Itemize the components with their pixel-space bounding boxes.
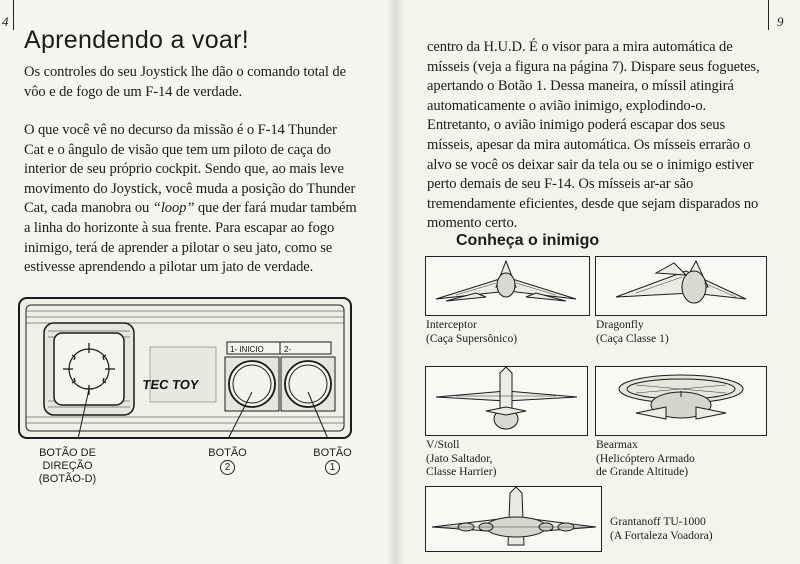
button1-number: 1 [325, 460, 340, 475]
slot2-label: 2- [284, 345, 292, 354]
interceptor-jet-icon [426, 257, 589, 315]
harrier-jet-icon [426, 367, 587, 435]
helicopter-icon [596, 367, 766, 435]
dragonfly-caption: Dragonfly (Caça Classe 1) [596, 318, 669, 345]
button2-label: BOTÃO 2 [208, 447, 247, 473]
vstoll-image [425, 366, 588, 436]
page-title: Aprendendo a voar! [24, 26, 250, 54]
mission-paragraph-part2: que der fará mudar também a linha do horizonte à sua frente. Para escapar ao fogo inimigo, terá de aprender a pilotar o seu jato, como se estivesse aprendendo a pilotar um jato de verdade. [24, 200, 357, 276]
page-number-rule-left [13, 0, 14, 30]
mission-paragraph [24, 121, 359, 278]
dpad-label: BOTÃO DE DIREÇÃO (BOTÃO-D) [38, 447, 97, 485]
book-gutter [386, 0, 404, 564]
dragonfly-jet-icon [596, 257, 766, 315]
button2-number: 2 [220, 460, 235, 475]
bomber-icon [426, 487, 601, 551]
intro-paragraph: Os controles do seu Joystick lhe dão o comando total de vôo e de fogo de um F-14 de verdade. [24, 64, 346, 100]
slot1-label: 1- INICIO [230, 345, 264, 354]
joystick-controller-illustration [18, 297, 352, 439]
page-number-left: 4 [2, 14, 9, 29]
interceptor-image [425, 256, 590, 316]
bearmax-caption: Bearmax (Helicóptero Armado de Grande Altitude) [596, 438, 695, 479]
button1-label: BOTÃO 1 [313, 447, 352, 473]
page-number-right: 9 [777, 14, 784, 29]
vstoll-caption: V/Stoll (Jato Saltador, Classe Harrier) [426, 438, 497, 479]
grantanoff-caption: Grantanoff TU-1000 (A Fortaleza Voadora) [610, 515, 713, 542]
mission-paragraph-part1: O que você vê no decurso da missão é o F-14 Thunder Cat e o ângulo de visão que tem um piloto de caça do interior de seu próprio cockpit. Sendo que, ao mais leve movimento do Joystick, você muda a posição do Thunder Cat, cada manobra ou [24, 122, 356, 217]
tectoy-logo: TEC TOY [141, 377, 200, 392]
bearmax-image [595, 366, 767, 436]
dragonfly-image [595, 256, 767, 316]
section-title: Conheça o inimigo [456, 232, 600, 249]
interceptor-caption: Interceptor (Caça Supersônico) [426, 318, 518, 345]
loop-word: “loop” [152, 200, 195, 217]
page-number-rule-right [768, 0, 769, 30]
grantanoff-image [425, 486, 602, 552]
missile-paragraph: centro da H.U.D. É o visor para a mira automática de mísseis (veja a figura na página 7). Dispare seus foguetes, apertando o Botão 1. Dessa maneira, o míssil atingirá automaticamente o avião inimigo, explodindo-o. Entretanto, o avião inimigo poderá escapar dos seus mísseis, apesar da mira automática. Os mísseis errarão o alvo se você os deixar sair da tela ou se o inimigo estiver perto demais de seu F-14. Os mísseis ar-ar são tremendamente eficientes, desde que sejam disparados no momento certo. [427, 39, 760, 232]
